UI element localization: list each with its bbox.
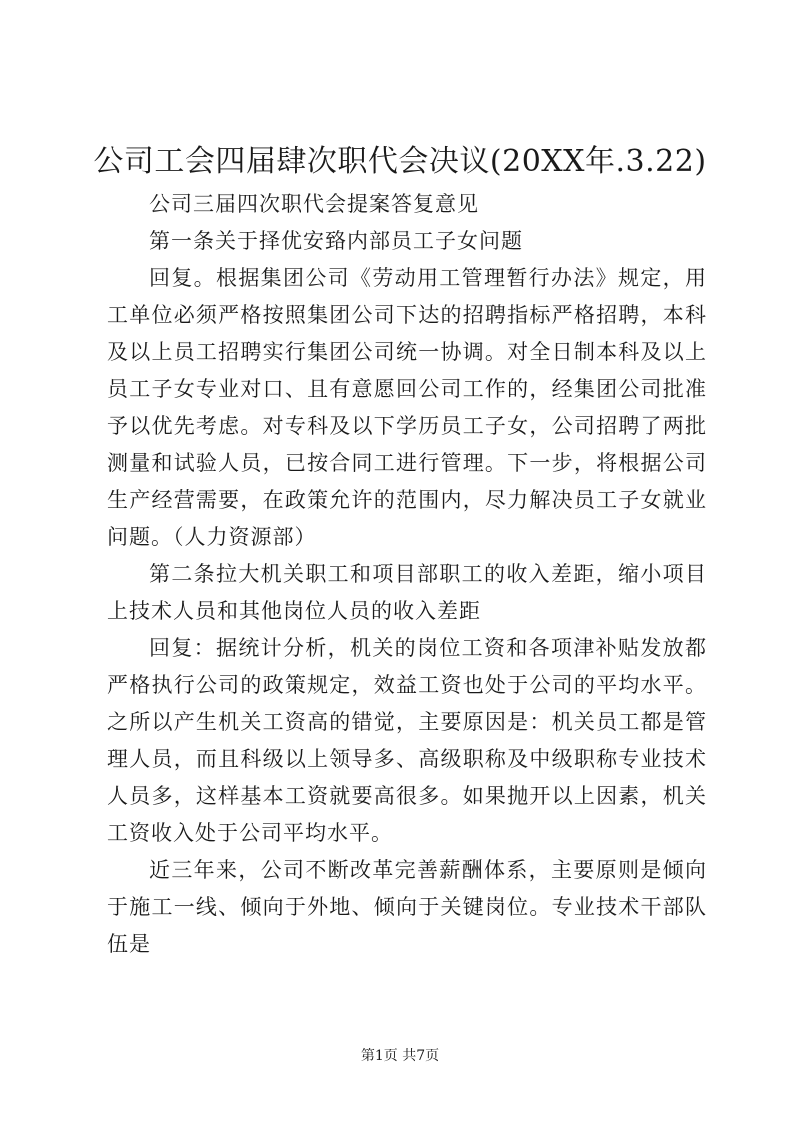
paragraph: 回复：据统计分析，机关的岗位工资和各项津补贴发放都严格执行公司的政策规定，效益工资也处于公司的平均水平。之所以产生机关工资高的错觉，主要原因是：机关员工都是管理人员，而且科级以上领导多、高级职称及中级职称专业技术人员多，这样基本工资就要高很多。如果抛开以上因素，机关工资收入处于公司平均水平。: [107, 636, 707, 845]
paragraph: 公司三届四次职代会提案答复意见: [149, 192, 479, 216]
paragraph: 第一条关于择优安臵内部员工子女问题: [149, 229, 523, 253]
document-title: 公司工会四届肆次职代会决议(20XX年.3.22): [93, 144, 707, 179]
paragraph: 第二条拉大机关职工和项目部职工的收入差距，缩小项目上技术人员和其他岗位人员的收入差距: [107, 562, 707, 623]
paragraph: 近三年来，公司不断改革完善薪酬体系，主要原则是倾向于施工一线、倾向于外地、倾向于关键岗位。专业技术干部队伍是: [107, 858, 707, 956]
document-body: [107, 186, 707, 963]
paragraph: 回复。根据集团公司《劳动用工管理暂行办法》规定，用工单位必须严格按照集团公司下达的招聘指标严格招聘，本科及以上员工招聘实行集团公司统一协调。对全日制本科及以上员工子女专业对口、且有意愿回公司工作的，经集团公司批准予以优先考虑。对专科及以下学历员工子女，公司招聘了两批测量和试验人员，已按合同工进行管理。下一步，将根据公司生产经营需要，在政策允许的范围内，尽力解决员工子女就业问题。（人力资源部）: [107, 266, 707, 549]
page-number: 第1页 共7页: [360, 1048, 440, 1064]
